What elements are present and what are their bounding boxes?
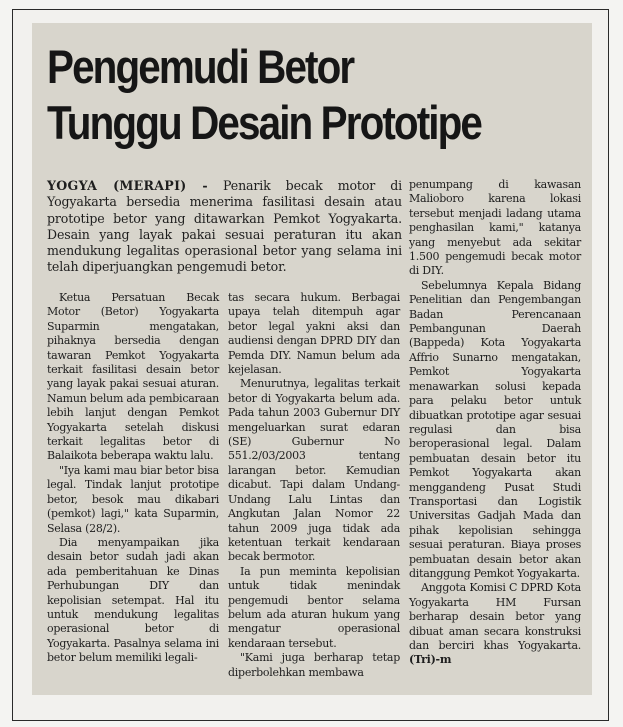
column-3: [409, 178, 581, 668]
headline-line-1: Pengemudi Betor: [47, 40, 354, 93]
headline: [47, 39, 511, 151]
column-1: [47, 291, 219, 666]
paragraph: Dia menyampaikan jika desain betor sudah jadi akan ada pemberitahuan ke Dinas Perhubungan DIY dan kepolisian setempat. Hal itu untuk mendukung legalitas operasional betor di Yogyakarta. Pasalnya selama ini betor belum memiliki legali-: [47, 535, 219, 665]
column-2: [228, 291, 400, 680]
headline-line-2: Tunggu Desain Prototipe: [47, 96, 482, 149]
paragraph: tas secara hukum. Berbagai upaya telah ditempuh agar betor legal yakni aksi dan audiensi dengan DPRD DIY dan Pemda DIY. Namun belum ada kejelasan.: [228, 291, 400, 377]
lead-text: Penarik becak motor di Yogyakarta bersedia menerima fasilitasi desain atau prototipe betor yang ditawarkan Pemkot Yogyakarta. Desain yang layak pakai sesuai peraturan itu akan mendukung legalitas operasional betor yang selama ini telah diperjuangkan pengemudi betor.: [47, 178, 402, 275]
newspaper-clipping: [32, 23, 592, 695]
paragraph: penumpang di kawasan Malioboro karena lokasi tersebut menjadi ladang utama penghasilan kami," katanya yang menyebut ada sekitar 1.500 pengemudi becak motor di DIY.: [409, 178, 581, 278]
author-signature: (Tri)-m: [409, 653, 452, 667]
dateline: YOGYA (MERAPI) -: [47, 178, 208, 193]
paragraph: "Kami juga berharap tetap diperbolehkan membawa: [228, 651, 400, 679]
paragraph: "Iya kami mau biar betor bisa legal. Tindak lanjut prototipe betor, besok mau dikabari (pemkot) lagi," kata Suparmin, Selasa (28/2).: [47, 463, 219, 535]
paragraph: Sebelumnya Kepala Bidang Penelitian dan Pengembangan Badan Perencanaan Pembangunan Daerah (Bappeda) Kota Yogyakarta Affrio Sunarno mengatakan, Pemkot Yogyakarta menawarkan solusi kepada para pelaku betor untuk dibuatkan prototipe agar sesuai regulasi dan bisa beroperasional legal. Dalam pembuatan desain betor itu Pemkot Yogyakarta akan menggandeng Pusat Studi Transportasi dan Logistik Universitas Gadjah Mada dan pihak kepolisian sehingga sesuai peraturan. Biaya proses pembuatan desain betor akan ditanggung Pemkot Yogyakarta.: [409, 278, 581, 580]
paragraph: Menurutnya, legalitas terkait betor di Yogyakarta belum ada. Pada tahun 2003 Gubernur DIY mengeluarkan surat edaran (SE) Gubernur No 551.2/03/2003 tentang larangan betor. Kemudian dicabut. Tapi dalam Undang-Undang Lalu Lintas dan Angkutan Jalan Nomor 22 tahun 2009 juga tidak ada ketentuan terkait kendaraan becak bermotor.: [228, 377, 400, 564]
paragraph-text: Anggota Komisi C DPRD Kota Yogyakarta HM Fursan berharap desain betor yang dibuat aman secara konstruksi dan berciri khas Yogyakarta.: [409, 581, 581, 652]
paragraph: Ia pun meminta kepolisian untuk tidak menindak pengemudi bentor selama belum ada aturan hukum yang mengatur operasional kendaraan tersebut.: [228, 564, 400, 650]
lead-paragraph: [47, 178, 402, 276]
paragraph: [409, 581, 581, 667]
paragraph: Ketua Persatuan Becak Motor (Betor) Yogyakarta Suparmin mengatakan, pihaknya bersedia dengan tawaran Pemkot Yogyakarta terkait fasilitasi desain betor yang layak pakai sesuai aturan. Namun belum ada pembicaraan lebih lanjut dengan Pemkot Yogyakarta setelah diskusi terkait legalitas betor di Balaikota beberapa waktu lalu.: [47, 291, 219, 463]
